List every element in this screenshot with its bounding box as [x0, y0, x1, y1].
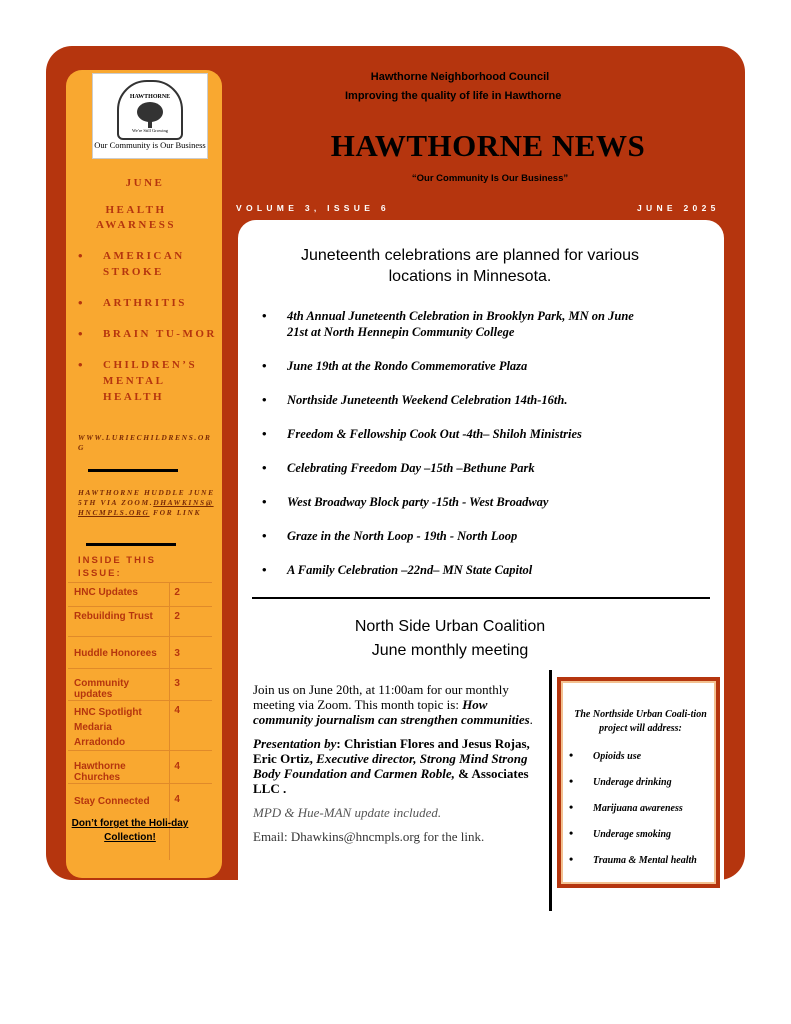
logo — [92, 73, 208, 159]
table-row[interactable] — [68, 583, 212, 607]
volume-issue: VOLUME 3, ISSUE 6 — [236, 203, 390, 213]
list-item: • Graze in the North Loop - 19th - North Loop — [262, 528, 682, 544]
toc-page: 4 — [170, 751, 212, 784]
address-list — [569, 750, 714, 880]
list-item: • June 19th at the Rondo Commemorative Plaza — [262, 358, 682, 374]
toc-page: 3 — [170, 637, 212, 669]
sidebar-month: JUNE — [125, 177, 165, 189]
masthead: HAWTHORNE NEWS — [330, 128, 646, 163]
list-item: • CHILDREN’S MENTAL HEALTH — [78, 357, 218, 405]
list-item: • A Family Celebration –22nd– MN State Capitol — [262, 562, 682, 578]
huddle-suffix: FOR LINK — [149, 508, 202, 517]
logo-arch-title: HAWTHORNE — [129, 94, 171, 100]
logo-caption: Our Community is Our Business — [94, 140, 206, 150]
address-box-inner — [561, 681, 716, 884]
sidebar-divider — [86, 543, 176, 546]
toc-title: HNC Spotlight Medaria Arradondo — [68, 701, 170, 751]
logo-arch — [117, 80, 183, 140]
issue-date: JUNE 2025 — [637, 203, 720, 213]
list-item: • Northside Juneteenth Weekend Celebration 14th-16th. — [262, 392, 682, 408]
sidebar-link[interactable]: WWW.LURIECHILDRENS.ORG — [78, 433, 212, 452]
meeting-presenters — [253, 736, 543, 796]
presenters-names: : Christian Flores and Jesus Rojas, Eric Ortiz, — [253, 736, 530, 766]
toc-title: Hawthorne Churches — [68, 751, 170, 784]
huddle-prefix: HAWTHORNE HUDDLE JUNE 5TH VIA ZOOM. — [78, 488, 215, 507]
list-item: • West Broadway Block party -15th - West Broadway — [262, 494, 682, 510]
address-box-title: The Northside Urban Coali-tion project will address: — [574, 709, 707, 734]
section-divider — [252, 597, 710, 599]
list-item: • AMERICAN STROKE — [78, 248, 218, 280]
org-name: Hawthorne Neighborhood Council — [370, 71, 550, 83]
column-divider — [549, 670, 552, 911]
health-awareness-list — [78, 248, 218, 420]
toc-page: 3 — [170, 669, 212, 701]
inside-issue-title: INSIDE THIS ISSUE: — [78, 555, 156, 579]
toc-page: 4 — [170, 701, 212, 751]
table-row[interactable] — [68, 751, 212, 784]
juneteenth-heading: Juneteenth celebrations are planned for various locations in Minnesota. — [301, 247, 639, 285]
presenters-org: & Associates LLC . — [253, 766, 529, 796]
list-item: • Celebrating Freedom Day –15th –Bethune Park — [262, 460, 682, 476]
toc-page: 2 — [170, 583, 212, 607]
list-item: • 4th Annual Juneteenth Celebration in Brooklyn Park, MN on June 21st at North Hennepin Community College — [262, 308, 657, 340]
holiday-collection-link[interactable]: Don’t forget the Holi-day Collection! — [71, 818, 189, 843]
list-item: • Underage smoking — [569, 828, 714, 841]
org-mission: Improving the quality of life in Hawthorne — [345, 90, 562, 102]
list-item: • Trauma & Mental health — [569, 854, 714, 867]
meeting-intro: Join us on June 20th, at 11:00am for our monthly meeting via Zoom. This month topic is: How community journalism can strengthen communities. — [253, 682, 533, 727]
presenters-role: Executive director, Strong Mind Strong Body Foundation and Carmen Roble, — [253, 751, 528, 781]
tree-trunk-icon — [148, 118, 152, 128]
toc-title: Stay Connected — [68, 784, 170, 860]
meeting-update: MPD & Hue-MAN update included. — [253, 805, 442, 820]
tagline: “Our Community Is Our Business” — [411, 173, 569, 184]
toc-title: Community updates — [68, 669, 170, 701]
juneteenth-events — [262, 308, 682, 596]
coalition-title — [300, 615, 600, 663]
table-row[interactable] — [68, 701, 212, 751]
logo-arch-sub: We're Still Growing — [132, 128, 168, 133]
list-item: • ARTHRITIS — [78, 295, 218, 311]
toc-title: Rebuilding Trust — [68, 607, 170, 637]
toc-page: 2 — [170, 607, 212, 637]
meeting-intro-text: Join us on June 20th, at 11:00am for our monthly meeting via Zoom. This month topic is: — [253, 682, 509, 712]
toc-title: Huddle Honorees — [68, 637, 170, 669]
list-item: • Freedom & Fellowship Cook Out -4th– Shiloh Ministries — [262, 426, 682, 442]
presentation-label: Presentation by — [253, 736, 337, 751]
list-item: • BRAIN TU-MOR — [78, 326, 218, 342]
meeting-details — [253, 682, 543, 853]
table-row[interactable] — [68, 669, 212, 701]
address-box — [557, 677, 720, 888]
table-row[interactable] — [68, 637, 212, 669]
list-item: • Opioids use — [569, 750, 714, 763]
table-row[interactable] — [68, 607, 212, 637]
meeting-topic: How community journalism can strengthen communities — [253, 697, 530, 727]
huddle-note — [78, 488, 216, 518]
toc-title: HNC Updates — [68, 583, 170, 607]
coalition-title-line2: June monthly meeting — [371, 642, 529, 659]
meeting-email[interactable]: Email: Dhawkins@hncmpls.org for the link. — [253, 829, 485, 844]
coalition-title-line1: North Side Urban Coalition — [354, 618, 546, 635]
toc-page: 4 — [170, 784, 212, 860]
sidebar-heading: HEALTH AWARNESS — [96, 204, 176, 231]
list-item: • Underage drinking — [569, 776, 714, 789]
list-item: • Marijuana awareness — [569, 802, 714, 815]
huddle-email-link[interactable]: DHAWKINS@HNCMPLS.ORG — [78, 498, 214, 517]
sidebar-divider — [88, 469, 178, 472]
